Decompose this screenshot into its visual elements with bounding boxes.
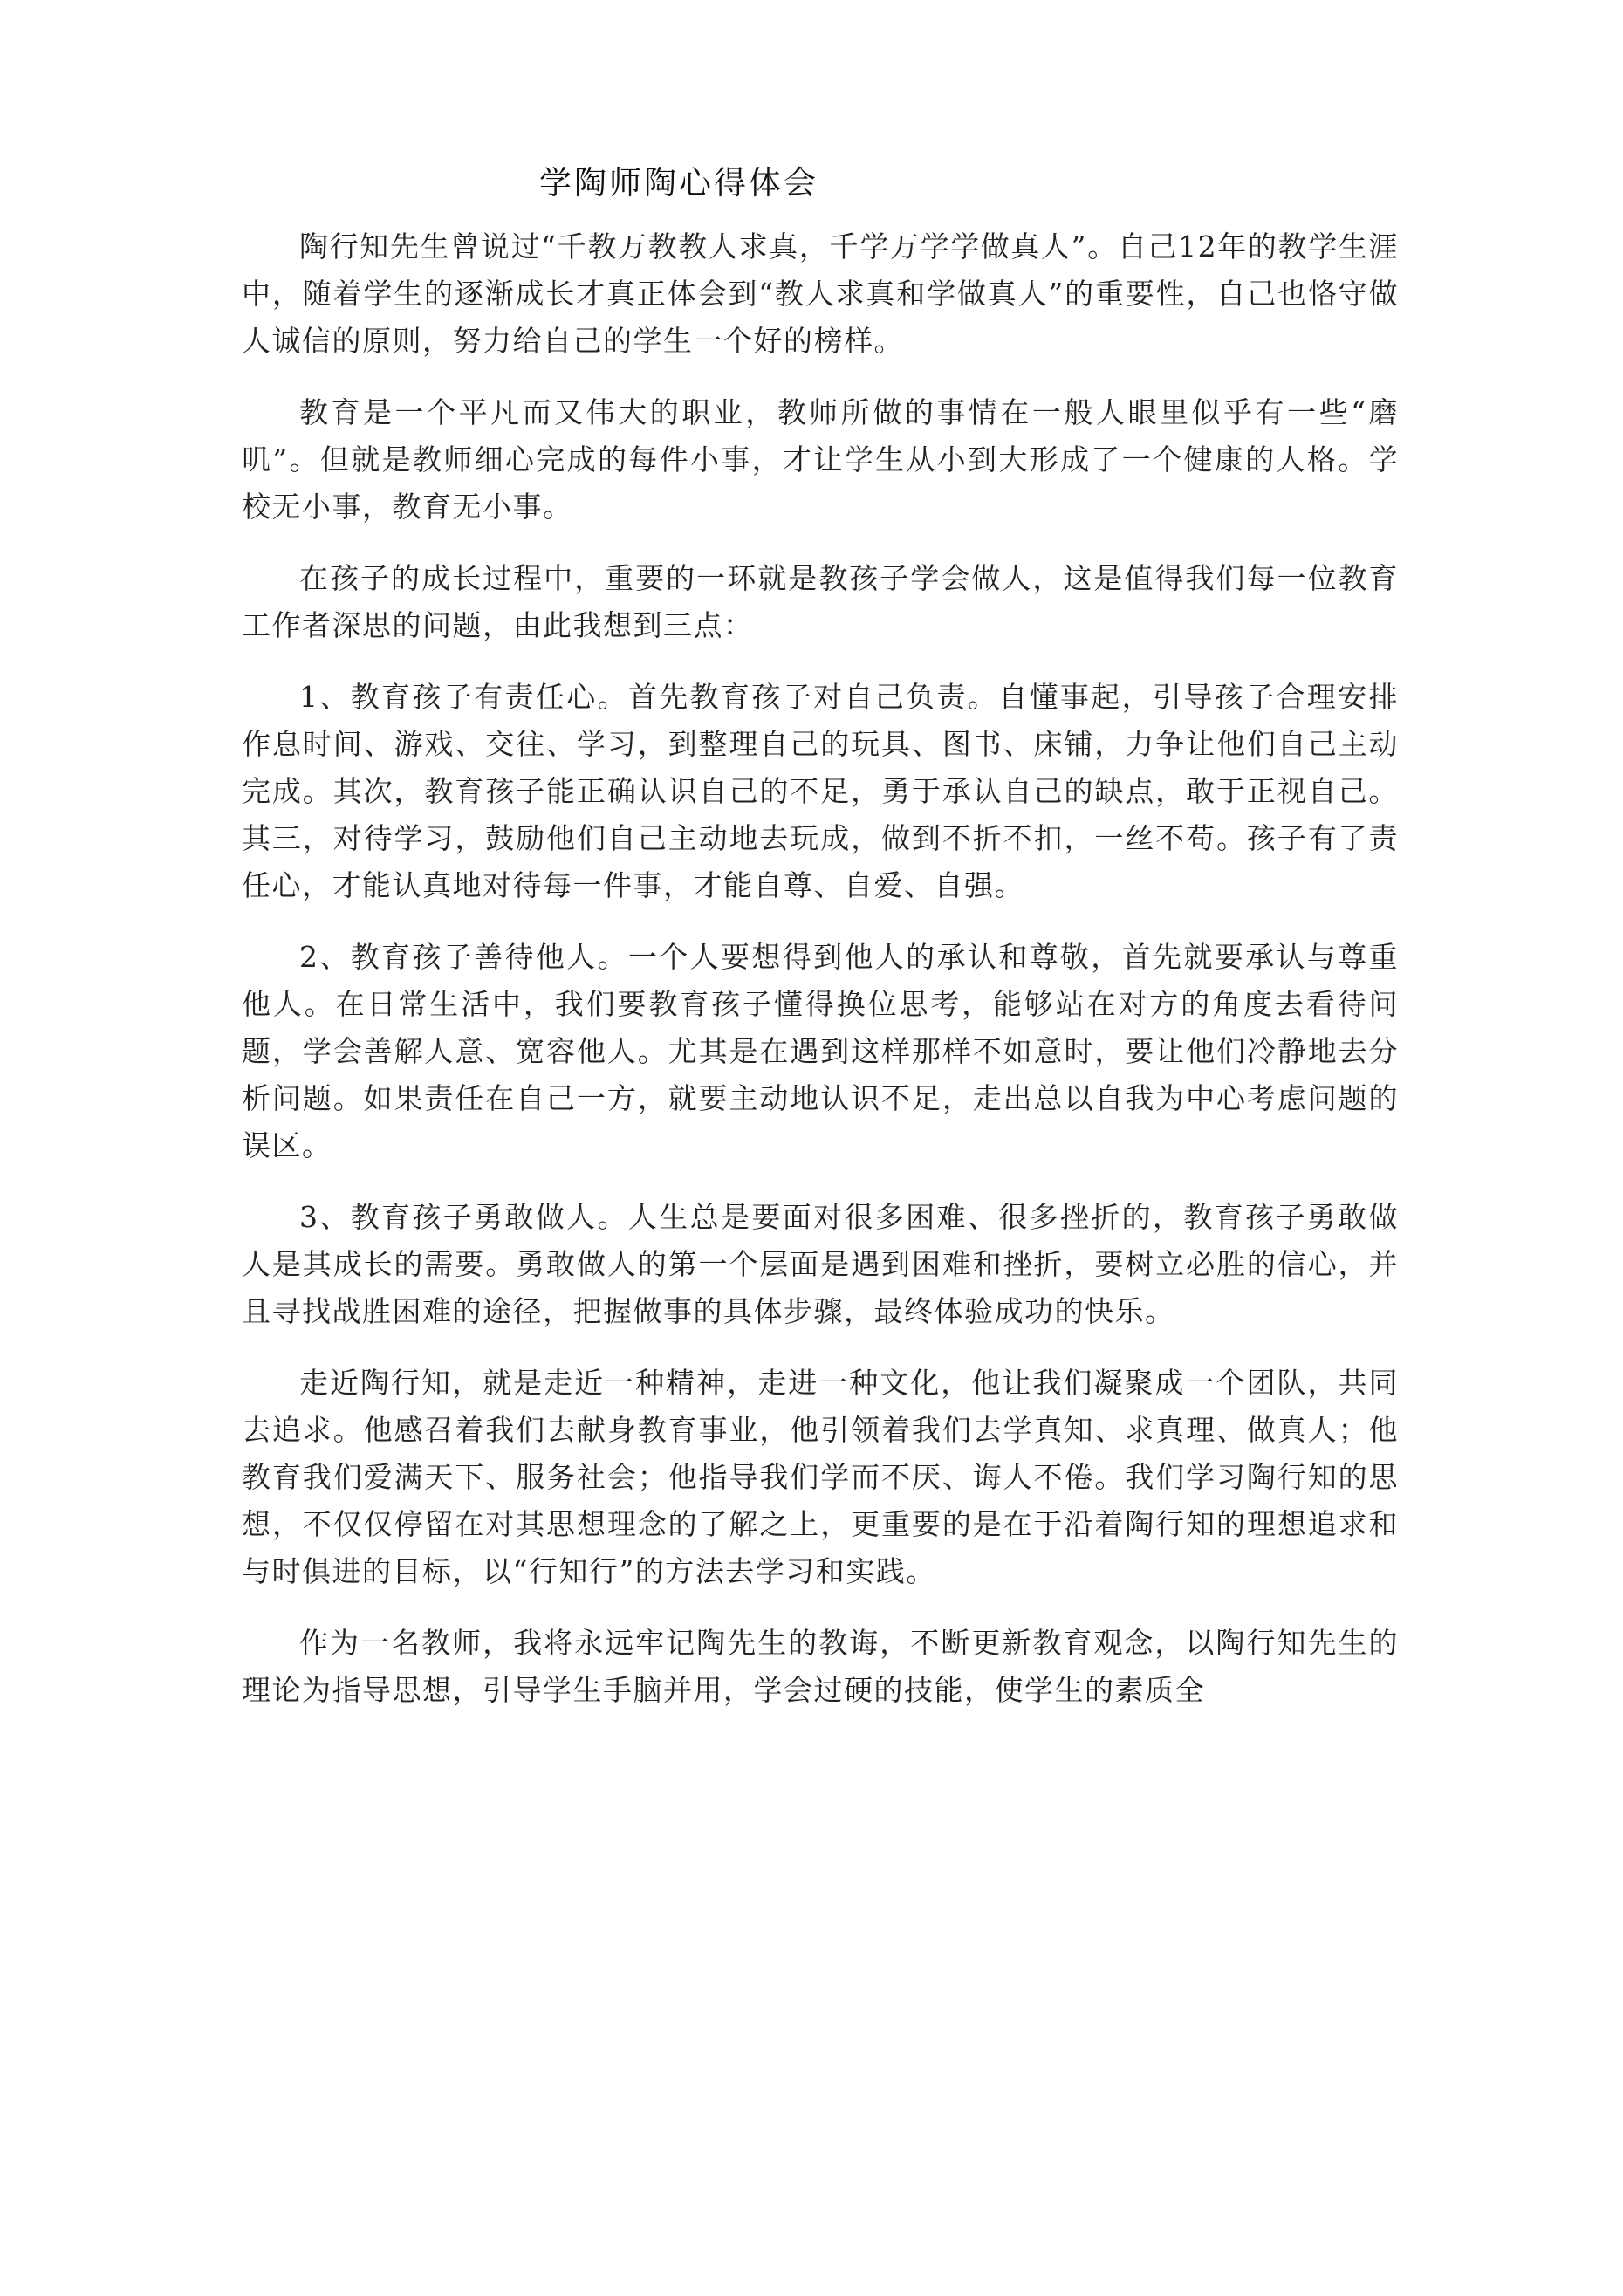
paragraph-intro: 陶行知先生曾说过“千教万教教人求真，千学万学学做真人”。自己12年的教学生涯中，随着学生的逐渐成长才真正体会到“教人求真和学做真人”的重要性，自己也恪守做人诚信的原则，努力给自己的学生一个好的榜样。: [242, 230, 1399, 358]
paragraph-tao-xingzhi-spirit: 走近陶行知，就是走近一种精神，走进一种文化，他让我们凝聚成一个团队，共同去追求。他感召着我们去献身教育事业，他引领着我们去学真知、求真理、做真人；他教育我们爱满天下、服务社会；他指导我们学而不厌、诲人不倦。我们学习陶行知的思想，不仅仅停留在对其思想理念的了解之上，更重要的是在于沿着陶行知的理想追求和与时俱进的目标，以“行知行”的方法去学习和实践。: [242, 1366, 1399, 1588]
document-body: [242, 223, 1399, 1738]
paragraph-teaching-career: 教育是一个平凡而又伟大的职业，教师所做的事情在一般人眼里似乎有一些“磨叽”。但就是教师细心完成的每件小事，才让学生从小到大形成了一个健康的人格。学校无小事，教育无小事。: [242, 395, 1399, 524]
paragraph-point-courage: 3、教育孩子勇敢做人。人生总是要面对很多困难、很多挫折的，教育孩子勇敢做人是其成长的需要。勇敢做人的第一个层面是遇到困难和挫折，要树立必胜的信心，并且寻找战胜困难的途径，把握做事的具体步骤，最终体验成功的快乐。: [242, 1200, 1399, 1328]
document-title: 学陶师陶心得体会: [539, 164, 818, 202]
paragraph-teacher-commitment: 作为一名教师，我将永远牢记陶先生的教诲，不断更新教育观念，以陶行知先生的理论为指导思想，引导学生手脑并用，学会过硬的技能，使学生的素质全: [242, 1626, 1399, 1707]
paragraph-point-responsibility: 1、教育孩子有责任心。首先教育孩子对自己负责。自懂事起，引导孩子合理安排作息时间、游戏、交往、学习，到整理自己的玩具、图书、床铺，力争让他们自己主动完成。其次，教育孩子能正确认识自己的不足，勇于承认自己的缺点，敢于正视自己。其三，对待学习，鼓励他们自己主动地去玩成，做到不折不扣，一丝不苟。孩子有了责任心，才能认真地对待每一件事，才能自尊、自爱、自强。: [242, 680, 1399, 902]
paragraph-point-respect-others: 2、教育孩子善待他人。一个人要想得到他人的承认和尊敬，首先就要承认与尊重他人。在日常生活中，我们要教育孩子懂得换位思考，能够站在对方的角度去看待问题，学会善解人意、宽容他人。尤其是在遇到这样那样不如意时，要让他们冷静地去分析问题。如果责任在自己一方，就要主动地认识不足，走出总以自我为中心考虑问题的误区。: [242, 940, 1399, 1162]
paragraph-three-points-intro: 在孩子的成长过程中，重要的一环就是教孩子学会做人，这是值得我们每一位教育工作者深思的问题，由此我想到三点：: [242, 561, 1399, 642]
